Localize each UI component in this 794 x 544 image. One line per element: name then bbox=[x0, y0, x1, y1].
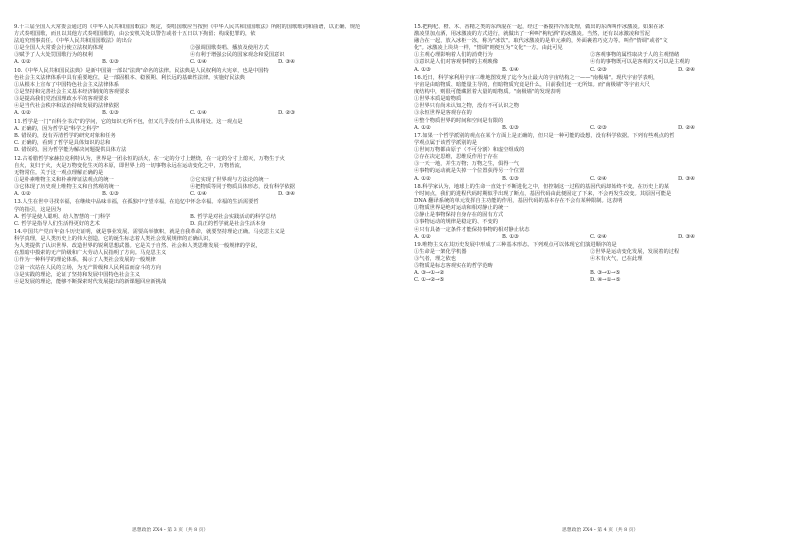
statement-options bbox=[414, 147, 766, 175]
statement-option: ③一天一地，并生万物；万物之生，俱得一气 bbox=[414, 161, 519, 168]
question-18 bbox=[414, 184, 766, 241]
answer-choice: B. ①③ bbox=[102, 191, 119, 198]
question-number: 18. bbox=[414, 183, 423, 190]
question-14 bbox=[14, 229, 366, 286]
statement-option: ③永恒世界是客观存在的 bbox=[414, 110, 472, 117]
question-stem-line: 融合在一起，放入冰柜一冻，称为"冰饮"。取代冰激凌的是单元素的，外面裹着巧克力等。叫作"情调"或者"文 bbox=[414, 38, 668, 45]
statement-option: ①是朴素唯物主义和朴素辩证法观点的统一 bbox=[14, 176, 114, 183]
answer-choice: A. ①② bbox=[14, 59, 31, 66]
left-page bbox=[14, 24, 366, 518]
statement-options bbox=[14, 45, 366, 59]
answer-choices bbox=[414, 263, 766, 270]
answer-choice: A. ①② bbox=[14, 110, 31, 117]
question-stem-line: 科学真理，是人类历史上的伟大创造，它的诞生标志着人类社会发展规律的正确认识， bbox=[14, 236, 214, 243]
statement-option: ②静止是事物保持自身存在的固有方式 bbox=[414, 212, 504, 219]
answer-choice: A. ①② bbox=[414, 233, 431, 240]
question-number: 12. bbox=[14, 155, 23, 162]
statement-option: ④只有具备一定条件才能保持事物的相对静止状态 bbox=[414, 226, 530, 233]
statement-option: B. 哲学是对社会实践活动的科学总结 bbox=[190, 213, 276, 220]
statement-options bbox=[414, 52, 766, 66]
question-stem-line bbox=[14, 156, 366, 163]
answer-choice: D. ④→①→⑤ bbox=[590, 277, 621, 284]
question-stem-line: 无物常住。关于这一观点理解正确的是 bbox=[14, 169, 104, 176]
question-stem-line: 学观点属于该哲学派别的是 bbox=[414, 140, 477, 147]
statement-option: ②强调国歌奏唱、播放及使用方式 bbox=[190, 45, 269, 52]
answer-choice: C. ②③ bbox=[590, 124, 607, 131]
right-page bbox=[414, 24, 766, 518]
question-number: 9. bbox=[14, 24, 20, 30]
statement-option: ④有利于增强公民的国家观念和爱国意识 bbox=[190, 52, 285, 59]
question-number: 17. bbox=[414, 133, 423, 139]
answer-choices bbox=[414, 234, 766, 241]
statement-option: ③气者，理之依也 bbox=[414, 256, 456, 263]
question-number: 14. bbox=[14, 229, 23, 236]
answer-choice: A. ①② bbox=[14, 191, 31, 198]
statement-option: ④木有火气，已在此理 bbox=[590, 256, 643, 263]
answer-choice: B. ①③ bbox=[502, 124, 519, 131]
statement-option: A. 正确的，因为哲学是"科学之科学" bbox=[14, 125, 100, 132]
answer-choice: B. ①③ bbox=[102, 59, 119, 66]
statement-options bbox=[14, 177, 366, 191]
answer-choice: B. ①④ bbox=[502, 66, 519, 73]
statement-option: ①世界本质是暗物质 bbox=[414, 96, 462, 103]
statement-option: ③意识是人们对客观事物的主观映像 bbox=[414, 59, 498, 66]
question-19 bbox=[414, 242, 766, 285]
question-stem-line bbox=[14, 199, 366, 206]
statement-option: ④是发展的理论，能够不断探索时代发展提出的新课题回应新挑战 bbox=[14, 278, 167, 285]
answer-choices bbox=[14, 110, 366, 117]
answer-choice: A. ①② bbox=[414, 124, 431, 131]
question-stem-line: 个时间点，我们的进程代码时期似乎出现了断点，基因代码由此便固定了下来，不会再发生改变。其原因可能是 bbox=[414, 191, 672, 198]
question-stem-line: 法追究刑事责任。《中华人民共和国国歌法》的出台 bbox=[14, 38, 133, 45]
statement-options bbox=[14, 82, 366, 110]
statement-option: B. 错误的，没有弄清哲学的研究对象和任务 bbox=[14, 133, 116, 139]
question-15 bbox=[414, 24, 766, 74]
answer-choice: D. ③④ bbox=[678, 175, 695, 182]
statement-option: ②存在决定思维，思维反作用于存在 bbox=[414, 154, 498, 161]
statement-option: ④是当代社会秩序和法治持续发展的法律依据 bbox=[14, 103, 119, 110]
statement-option: D. 错误的，因为哲学能为解决问题提供具体方法 bbox=[14, 147, 127, 154]
question-stem-text: 哲学是一门"百科全书式"的学问，它的知识无所不包，但又几乎没有什么具体用处。这一观点是 bbox=[22, 118, 243, 125]
answer-choice: B. ③→①→⑤ bbox=[590, 270, 621, 277]
left-page-footer: 思想政治 ZX4・第 3 页（共 8 页） bbox=[132, 528, 209, 533]
question-stem-text: 古希腊哲学家赫拉克利特认为，世界是一团永恒的活火，在一定的分寸上燃烧，在一定的分寸上熄灭，万物生于火 bbox=[22, 155, 285, 162]
statement-option: ④有的事物既可以是客观的又可以是主观的 bbox=[590, 59, 690, 66]
answer-choice: B. ①③ bbox=[502, 233, 519, 240]
statement-option: ③赋予了人大处罚国歌行为的权利 bbox=[14, 52, 93, 59]
question-stem-text: 人生在世中寻找幸福，在继续中品味幸福，在孤独中守望幸福，在追忆中怀念幸福。幸福的生活需要哲 bbox=[22, 199, 259, 206]
statement-option: ③是提高我们党治国理政水平的客观要求 bbox=[14, 96, 109, 103]
question-stem-line: 在黑暗中摸索的无产阶级和广大劳动人民指明了方向。马克思主义 bbox=[14, 250, 167, 257]
question-number: 15. bbox=[414, 24, 423, 30]
answer-choice: D. ③④ bbox=[278, 59, 295, 66]
answer-choices bbox=[414, 67, 766, 74]
statement-options bbox=[414, 205, 766, 233]
statement-option: C. 哲学是指导人们生活得更好的艺术 bbox=[14, 220, 100, 227]
statement-option: ③事物运动的规律是稳定的、不变的 bbox=[414, 219, 498, 226]
question-stem-line: 化"。冰激凌上块块一样，"情调"则便互为"文化"一方。由此可见 bbox=[414, 45, 563, 52]
question-number: 16. bbox=[414, 74, 423, 81]
question-17 bbox=[414, 133, 766, 183]
answer-choices bbox=[14, 59, 366, 66]
question-stem-line bbox=[14, 68, 366, 75]
answer-choices bbox=[414, 176, 766, 183]
question-stem-line: 度结构中，则很可能藏匿着大量的暗物质。"南极墙"的发现表明 bbox=[414, 89, 561, 96]
answer-choices bbox=[414, 125, 766, 132]
answer-choice: B. ①③ bbox=[102, 110, 119, 117]
statement-option: ①作为一种科学的理论体系，揭示了人类社会发展的一般规律 bbox=[14, 257, 156, 264]
right-page-footer: 思想政治 ZX4・第 4 页（共 8 页） bbox=[562, 528, 639, 533]
answer-choice: C. ①④ bbox=[190, 59, 207, 66]
statement-option: ①从根本上宣布了中国特色社会主义法律体系 bbox=[14, 82, 119, 89]
question-10 bbox=[14, 68, 366, 118]
question-stem-line: 宇宙是由暗物质、暗能量主导的，但暗物质究竟是什么，目前我们还一无所知。而"南极墙"等宇宙大尺 bbox=[414, 82, 650, 89]
question-stem-text: 中国共产党百年奋斗历史证明，就是事业发展、需要高举旗帜，就是自我革命，就要坚持理论正确。马克思主义是 bbox=[22, 229, 285, 236]
question-stem-line: 为人类提供了认识世界、改造世界的锐利思想武器。它是关于自然、社会和人类思维发展一般规律的学说， bbox=[14, 243, 261, 250]
answer-choice: C. ①④ bbox=[190, 191, 207, 198]
answer-choice: C. ②③ bbox=[590, 66, 607, 73]
statement-option: ②世界是运动变化发展，发展着的过程 bbox=[590, 249, 680, 256]
question-number: 19. bbox=[414, 242, 423, 248]
statement-option: ④事物的运动就是失掉一个位置获得另一个位置 bbox=[414, 168, 525, 175]
question-stem-line: 学的指引，这是因为 bbox=[14, 206, 62, 213]
question-stem-text: 唯物主义在其历史发展中形成了三种基本形态。下列观点可以体现它们演进顺序的是 bbox=[422, 242, 617, 248]
statement-options bbox=[414, 249, 766, 263]
question-stem-text: 如果一个哲学派别的观点在某个方面上是正确的，但只是一种可能的设想，没有科学依据。下列有些观点的哲 bbox=[422, 133, 675, 139]
question-stem-text: 近日，科学家利用宇宙三维地图发现了迄今为止最大的宇宙结构之一——"南极墙"。现代宇宙学表明， bbox=[422, 74, 659, 81]
statement-option: ③它体现了历史观上唯物主义和自然观的统一 bbox=[14, 183, 119, 190]
statement-option: C. 正确的，看到了哲学是具体知识的总和 bbox=[14, 140, 111, 147]
statement-options bbox=[14, 214, 366, 228]
question-stem-line: 色社会主义法律体系中具有重要地位，是一部固根本、稳预期、利长远的基础性法律。实施好民法典 bbox=[14, 74, 245, 81]
question-number: 11. bbox=[14, 118, 23, 125]
question-9 bbox=[14, 24, 366, 67]
question-13 bbox=[14, 199, 366, 227]
question-stem-text: 把枸杞、橙、木、香精之类的东西混在一起，经过一番搅拌冷冻处理，做出的东西叫作冰激凌。如果在冰 bbox=[422, 24, 664, 30]
question-16 bbox=[414, 75, 766, 132]
answer-choice: A. ①③ bbox=[414, 66, 431, 73]
answer-choice: B. ①③ bbox=[502, 175, 519, 182]
statement-option: ①生命是一架化学机器 bbox=[414, 249, 467, 256]
statement-option: ②客观事物的属性取决于人的主观情绪 bbox=[590, 52, 680, 59]
question-12 bbox=[14, 156, 366, 199]
question-11 bbox=[14, 119, 366, 154]
answer-choice: ⑤物质是标志客观实在的哲学范畴 bbox=[414, 263, 493, 270]
answer-choice: D. ②④ bbox=[678, 124, 695, 131]
statement-options bbox=[14, 257, 366, 285]
statement-options bbox=[414, 96, 766, 124]
statement-option: ①主观心理影响着人们的消费行为 bbox=[414, 52, 493, 59]
statement-option: A. 哲学是使人聪明、给人智慧的一门科学 bbox=[14, 213, 111, 220]
statement-option: ④把物质等同于物质具体形态，没有科学依据 bbox=[190, 183, 295, 190]
question-stem-text: 科学家认为，地球上的生命一直处于不断进化之中，但控制这一过程的基因代码却始终不变。在历史上的某 bbox=[422, 183, 670, 190]
statement-option: ①物质世界是绝对运动和相对静止的统一 bbox=[414, 205, 509, 212]
statement-option: ③是实践的理论，论证了坚持和发展中国特色社会主义 bbox=[14, 271, 140, 278]
question-stem-line: 激凌里加点酒，用冰激凌的方式进行，就做出了一种叫"枸杞酒"的冰激凌。当然，还有以冰激凌和雪泥 bbox=[414, 31, 650, 38]
question-stem-text: 《中华人民共和国民法典》是新中国第一部以"法典"命名的法律。民法典是人民权利的大宪章，也是中国特 bbox=[22, 67, 269, 74]
statement-option: ②是坚持和完善社会主义基本经济制度的客观要求 bbox=[14, 89, 130, 96]
answer-choice: D. ③④ bbox=[678, 233, 695, 240]
answer-choice: D. ②③ bbox=[278, 110, 295, 117]
answer-choice: A. ③→①→② bbox=[414, 270, 445, 277]
question-stem-line: 自火，复归于火，火是万物变化生灭的本原，即世界上的一切事物永远在运动变化之中，万物皆流， bbox=[14, 162, 245, 169]
question-stem-line: 方式奏唱国歌，而且以其他方式奏唱国歌的，由公安机关处以警告或者十五日以下拘留；构成犯罪的，依 bbox=[14, 31, 256, 38]
answer-choice: C. ②④ bbox=[590, 233, 607, 240]
answer-choices bbox=[414, 270, 766, 284]
question-stem-text: 十三届全国人大常委会通过的《中华人民共和国国歌法》规定，奏唱国歌应当按照《中华人民共和国国歌法》所附的国歌歌词和曲谱，以正确、规范 bbox=[19, 24, 361, 30]
answer-choice: C. ②④ bbox=[590, 175, 607, 182]
question-stem-line bbox=[414, 184, 766, 191]
statement-option: ①是全国人大常委会行使立法权的体现 bbox=[14, 45, 104, 52]
statement-option: ①世间万物都由原子（不可分割）和虚空组成的 bbox=[414, 147, 525, 154]
question-number: 13. bbox=[14, 199, 23, 206]
question-stem-line: DNA 翻译系统的单元发挥自主功能的作用，基因代码的基本存在不会有某种限制。这表明 bbox=[414, 198, 623, 205]
statement-option: D. 真正的哲学就是社会生活本身 bbox=[190, 220, 266, 227]
statement-option: ②它实现了世界观与方法论的统一 bbox=[190, 176, 269, 183]
answer-choice: C. ①④ bbox=[190, 110, 207, 117]
statement-options bbox=[14, 126, 366, 154]
statement-option: ④整个物质世界的时间和空间是有限的 bbox=[414, 117, 504, 124]
answer-choice: D. ②④ bbox=[678, 66, 695, 73]
statement-option: ②世界只有尚未认知之物，没有不可认识之物 bbox=[414, 103, 519, 110]
answer-choices bbox=[14, 191, 366, 198]
answer-choice: C. ①→②→⑤ bbox=[414, 277, 445, 284]
question-number: 10. bbox=[14, 67, 23, 74]
statement-option: ②第一次站在人民的立场，为无产阶级和人民利益而奋斗的方向 bbox=[14, 264, 161, 271]
question-stem-line bbox=[414, 75, 766, 82]
answer-choice: D. ③④ bbox=[278, 191, 295, 198]
answer-choice: A. ①② bbox=[414, 175, 431, 182]
question-stem-line bbox=[14, 119, 366, 126]
